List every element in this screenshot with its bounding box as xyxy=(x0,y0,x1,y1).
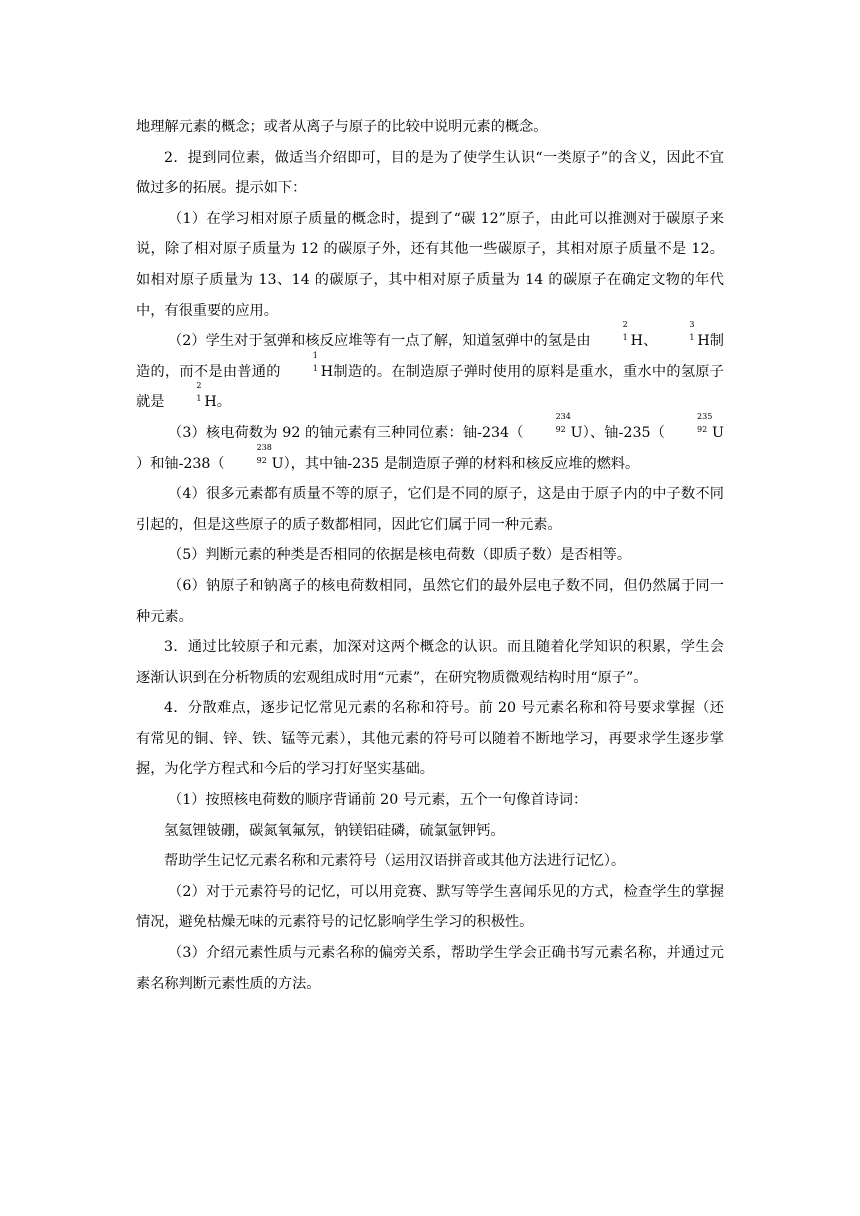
paragraph-competition-method: （2）对于元素符号的记忆，可以用竞赛、默写等学生喜闻乐见的方式，检查学生的掌握情况，避免枯燥无味的元素符号的记忆影响学生学习的积极性。 xyxy=(136,883,724,931)
paragraph-isotope-intro: 2．提到同位素，做适当介绍即可，目的是为了使学生认识“一类原子”的含义，因此不宜做过多的拓展。提示如下： xyxy=(136,149,724,197)
paragraph-uranium-isotopes: （3）核电荷数为 92 的铀元素有三种同位素：铀-234（ 234 92 U）、铀-235（ 235 92 U）和铀-238（ 238 92 U），其中铀-235 是制造原子弹的材料和核反应堆的燃料。 xyxy=(136,418,724,479)
paragraph-atom-vs-element: 3．通过比较原子和元素，加深对这两个概念的认识。而且随着化学知识的积累，学生会逐渐认识到在分析物质的宏观组成时用“元素”，在研究物质微观结构时用“原子”。 xyxy=(136,639,724,686)
paragraph-element-concept-end: 地理解元素的概念；或者从离子与原子的比较中说明元素的概念。 xyxy=(136,119,548,135)
paragraph-sodium-ion: （6）钠原子和钠离子的核电荷数相同，虽然它们的最外层电子数不同，但仍然属于同一种元素。 xyxy=(136,577,724,625)
isotope-deuterium: 2 1 H xyxy=(622,320,644,350)
paragraph-memorize-symbols: 4．分散难点，逐步记忆常见元素的名称和符号。前 20 号元素名称和符号要求掌握（还有常见的铜、锌、铁、锰等元素），其他元素的符号可以随着不断地学习，再要求学生逐步掌握，为化学方程式和今后的学习打好坚实基础。 xyxy=(136,700,724,778)
paragraph-proton-criterion: （5）判断元素的种类是否相同的依据是核电荷数（即质子数）是否相等。 xyxy=(168,547,632,564)
isotope-uranium-235: 235 92 U xyxy=(697,411,724,441)
paragraph-neutron-difference: （4）很多元素都有质量不等的原子，它们是不同的原子，这是由于原子内的中子数不同引起的，但是这些原子的质子数都相同，因此它们属于同一种元素。 xyxy=(136,486,724,533)
paragraph-carbon-12: （1）在学习相对原子质量的概念时，提到了“碳 12”原子，由此可以推测对于碳原子来说，除了相对原子质量为 12 的碳原子外，还有其他一些碳原子，其相对原子质量不是 12。如相对原子质量为 13、14 的碳原子，其中相对原子质量为 14 的碳原子在确定文物的年代中，有很重要的应用。 xyxy=(136,210,724,319)
isotope-uranium-238: 238 92 U xyxy=(256,442,284,472)
isotope-tritium: 3 1 H xyxy=(689,320,710,350)
isotope-deuterium-2: 2 1 H xyxy=(196,381,217,411)
isotope-uranium-234: 234 92 U xyxy=(555,411,583,441)
isotope-protium: 1 1 H xyxy=(312,350,334,380)
document-body xyxy=(136,112,724,999)
paragraph-radical-relation: （3）介绍元素性质与元素名称的偏旁关系，帮助学生学会正确书写元素名称，并通过元素名称判断元素性质的方法。 xyxy=(136,945,724,992)
paragraph-element-poem: 氢氦锂铍硼，碳氮氧氟氖，钠镁铝硅磷，硫氯氩钾钙。 xyxy=(164,822,505,839)
paragraph-memory-help: 帮助学生记忆元素名称和元素符号（运用汉语拼音或其他方法进行记忆）。 xyxy=(164,853,626,870)
paragraph-hydrogen-isotopes: （2）学生对于氢弹和核反应堆等有一点了解，知道氢弹中的氢是由 2 1 H、 3 1 H制造的，而不是由普通的 1 1 H制造的。在制造原子弹时使用的原料是重水，重水中的氢原子就是 2 1 H。 xyxy=(136,326,724,418)
paragraph-recite-first-20: （1）按照核电荷数的顺序背诵前 20 号元素，五个一句像首诗词： xyxy=(168,792,588,809)
